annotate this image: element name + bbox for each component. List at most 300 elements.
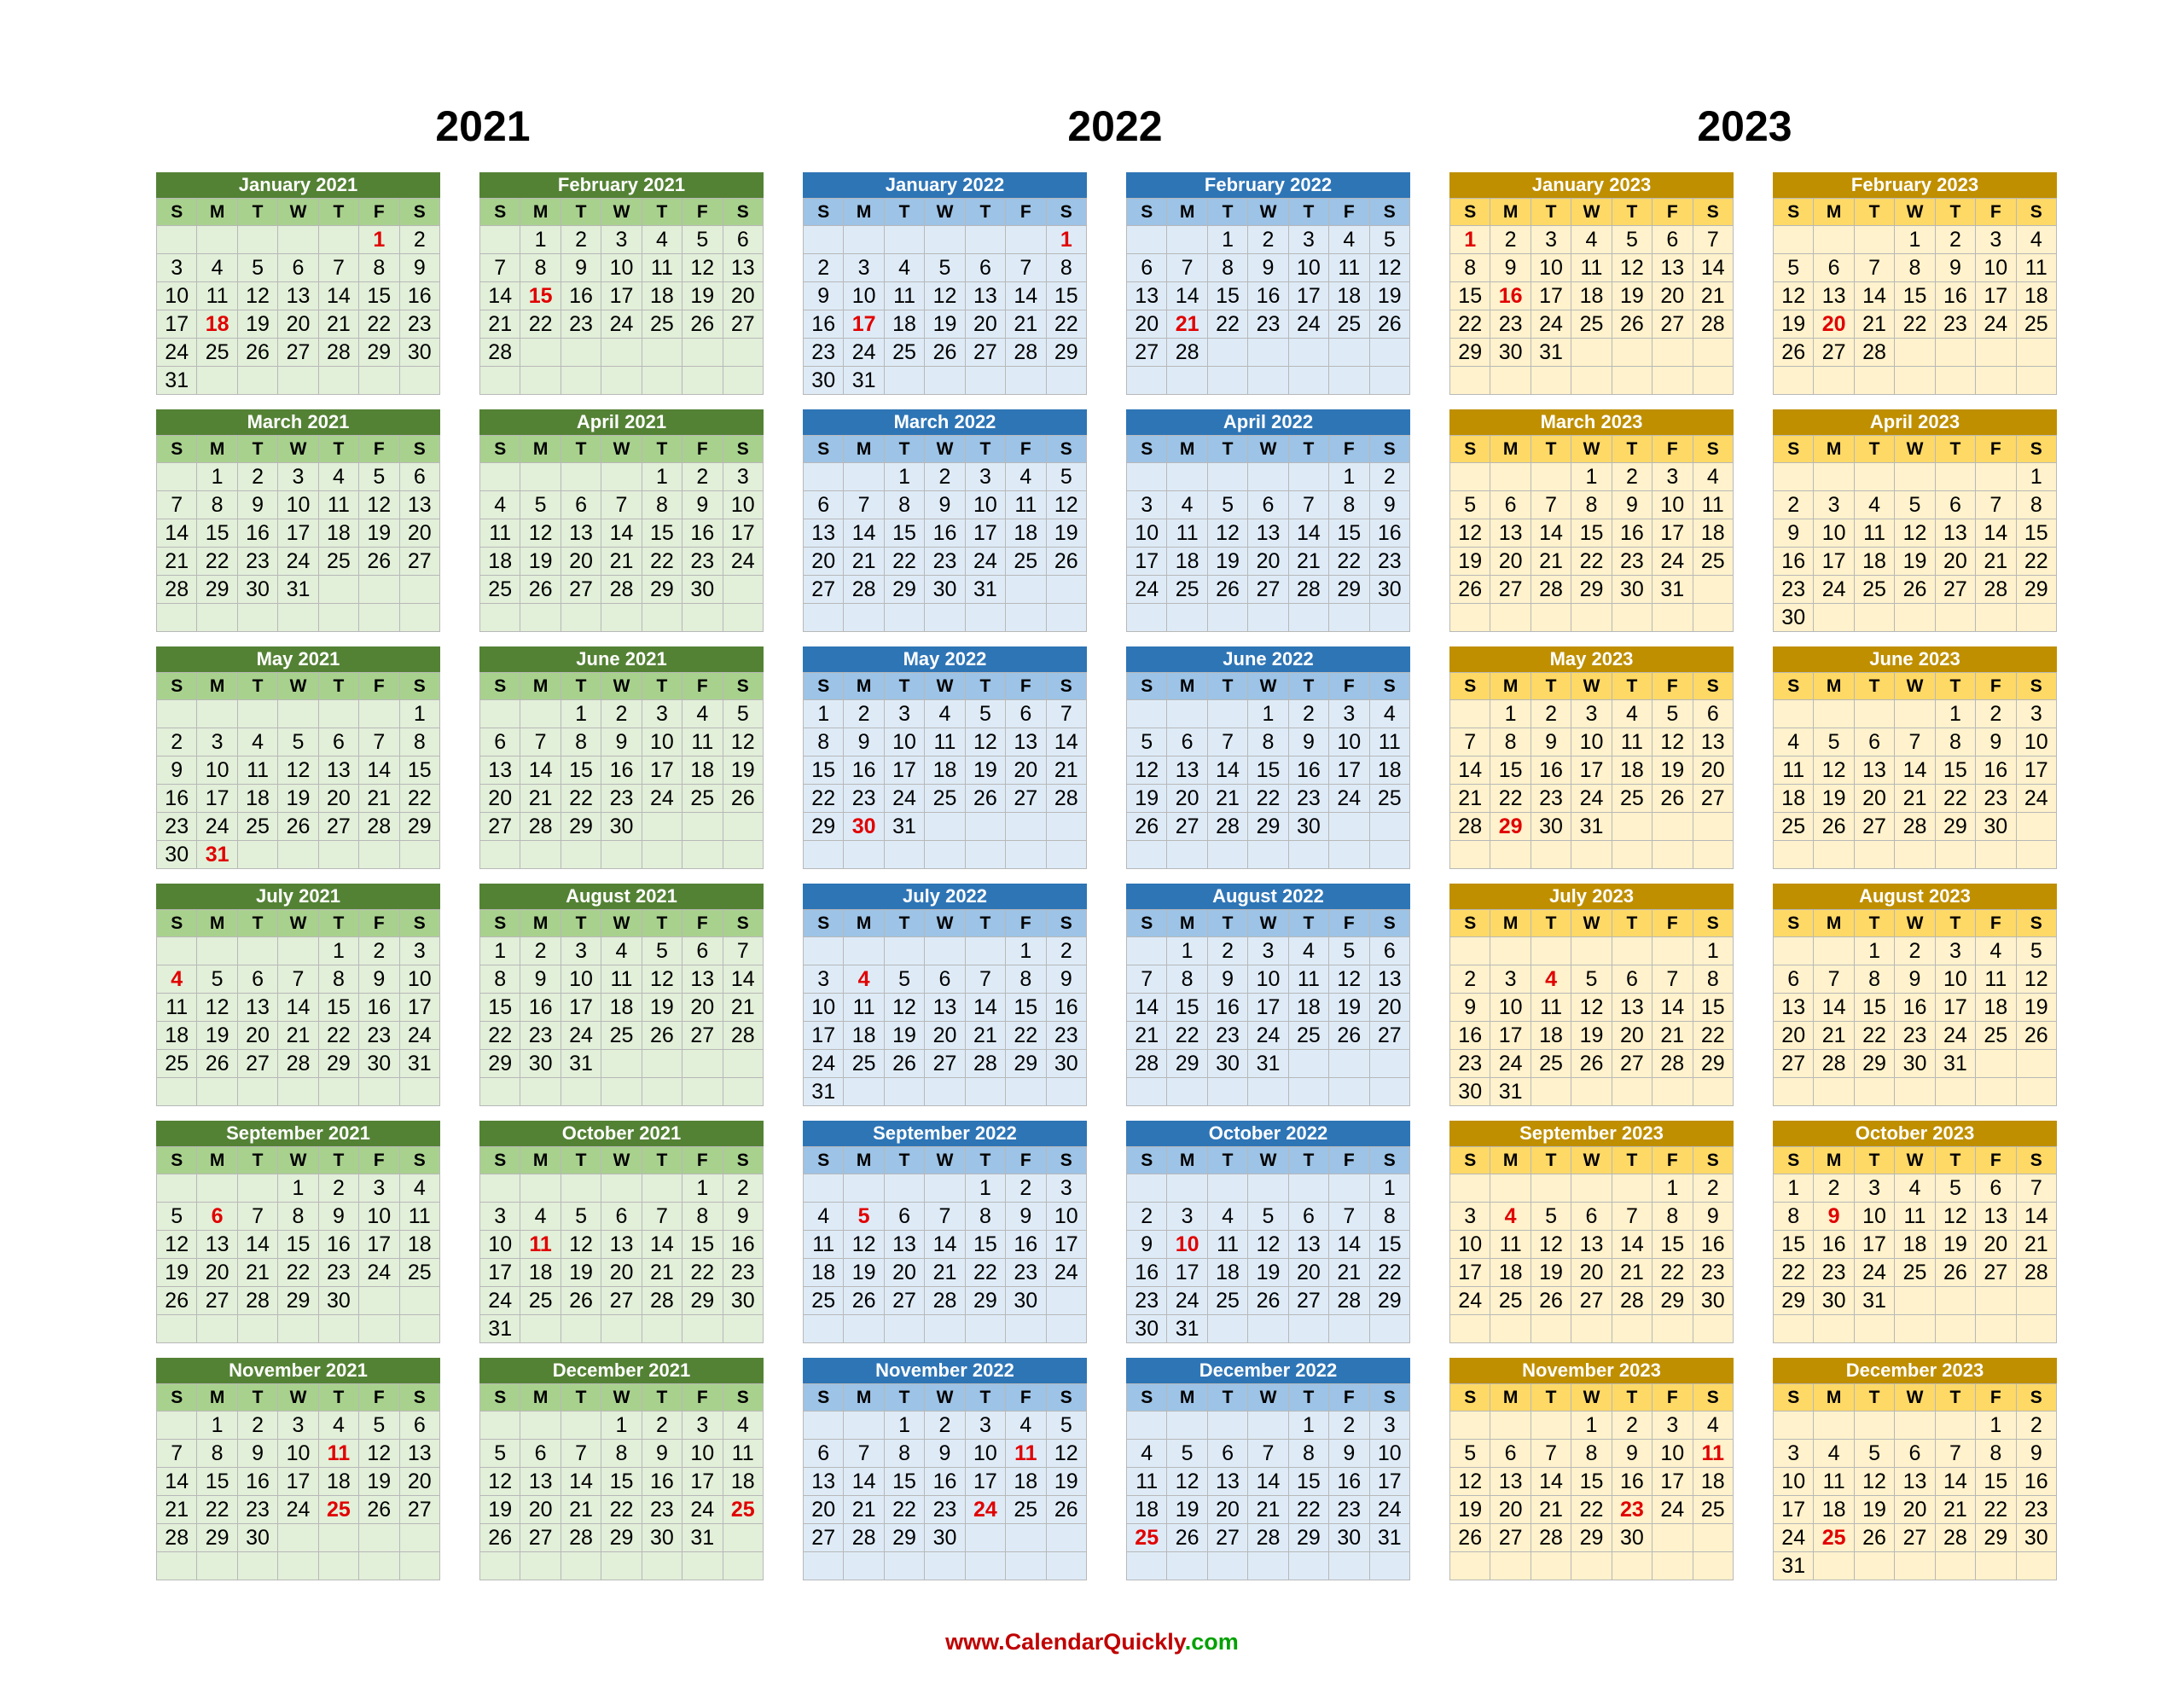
- day-cell[interactable]: 21: [1854, 310, 1894, 339]
- day-cell[interactable]: 15: [1329, 519, 1369, 548]
- day-cell[interactable]: 7: [1329, 1203, 1369, 1231]
- day-cell[interactable]: 21: [642, 1259, 682, 1287]
- day-cell[interactable]: 8: [642, 491, 682, 519]
- day-cell[interactable]: 27: [1207, 1524, 1247, 1552]
- day-cell[interactable]: 13: [1207, 1468, 1247, 1496]
- day-cell[interactable]: 28: [844, 576, 884, 604]
- day-cell[interactable]: 1: [1490, 700, 1531, 728]
- day-cell[interactable]: 29: [1288, 1524, 1328, 1552]
- day-cell[interactable]: 16: [723, 1231, 763, 1259]
- day-cell[interactable]: 2: [1612, 1412, 1652, 1440]
- day-cell[interactable]: 29: [561, 813, 601, 841]
- day-cell[interactable]: 10: [1653, 1440, 1693, 1468]
- day-cell[interactable]: 16: [1450, 1022, 1490, 1050]
- day-cell[interactable]: 8: [278, 1203, 318, 1231]
- day-cell[interactable]: 25: [2016, 310, 2056, 339]
- day-cell[interactable]: 7: [601, 491, 642, 519]
- day-cell[interactable]: 23: [601, 785, 642, 813]
- day-cell[interactable]: 3: [804, 965, 844, 994]
- day-cell[interactable]: 27: [1653, 310, 1693, 339]
- day-cell[interactable]: 25: [1774, 813, 1814, 841]
- day-cell[interactable]: 29: [682, 1287, 723, 1315]
- day-cell[interactable]: 14: [1653, 994, 1693, 1022]
- day-cell[interactable]: 2: [723, 1174, 763, 1203]
- day-cell[interactable]: 1: [520, 226, 561, 254]
- day-cell[interactable]: 14: [642, 1231, 682, 1259]
- day-cell[interactable]: 24: [1854, 1259, 1894, 1287]
- day-cell[interactable]: 25: [237, 813, 277, 841]
- day-cell[interactable]: 18: [925, 757, 965, 785]
- day-cell[interactable]: 24: [1531, 310, 1571, 339]
- day-cell[interactable]: 6: [804, 1440, 844, 1468]
- day-cell[interactable]: 12: [520, 519, 561, 548]
- day-cell[interactable]: 7: [844, 1440, 884, 1468]
- day-cell[interactable]: 1: [1774, 1174, 1814, 1203]
- day-cell[interactable]: 20: [723, 282, 763, 310]
- day-cell[interactable]: 21: [1450, 785, 1490, 813]
- day-cell[interactable]: 22: [1329, 548, 1369, 576]
- day-cell[interactable]: 2: [1814, 1174, 1854, 1203]
- day-cell[interactable]: 21: [1329, 1259, 1369, 1287]
- day-cell[interactable]: 3: [723, 463, 763, 491]
- day-cell[interactable]: 21: [318, 310, 358, 339]
- holiday-day-cell[interactable]: 21: [1167, 310, 1207, 339]
- day-cell[interactable]: 12: [1046, 1440, 1086, 1468]
- day-cell[interactable]: 28: [1895, 813, 1935, 841]
- day-cell[interactable]: 21: [1531, 1496, 1571, 1524]
- day-cell[interactable]: 4: [723, 1412, 763, 1440]
- day-cell[interactable]: 20: [1935, 548, 1975, 576]
- day-cell[interactable]: 19: [1167, 1496, 1207, 1524]
- day-cell[interactable]: 23: [237, 1496, 277, 1524]
- day-cell[interactable]: 11: [925, 728, 965, 757]
- day-cell[interactable]: 4: [1976, 937, 2016, 965]
- day-cell[interactable]: 29: [1571, 1524, 1612, 1552]
- day-cell[interactable]: 13: [1006, 728, 1046, 757]
- day-cell[interactable]: 14: [520, 757, 561, 785]
- day-cell[interactable]: 7: [1693, 226, 1733, 254]
- day-cell[interactable]: 11: [1531, 994, 1571, 1022]
- day-cell[interactable]: 14: [1127, 994, 1167, 1022]
- day-cell[interactable]: 8: [804, 728, 844, 757]
- day-cell[interactable]: 27: [237, 1050, 277, 1078]
- day-cell[interactable]: 3: [1490, 965, 1531, 994]
- day-cell[interactable]: 26: [925, 339, 965, 367]
- day-cell[interactable]: 8: [359, 254, 399, 282]
- day-cell[interactable]: 9: [1531, 728, 1571, 757]
- day-cell[interactable]: 31: [157, 367, 197, 395]
- day-cell[interactable]: 8: [2016, 491, 2056, 519]
- day-cell[interactable]: 1: [642, 463, 682, 491]
- day-cell[interactable]: 13: [237, 994, 277, 1022]
- day-cell[interactable]: 31: [1774, 1552, 1814, 1580]
- holiday-day-cell[interactable]: 6: [197, 1203, 237, 1231]
- day-cell[interactable]: 2: [561, 226, 601, 254]
- day-cell[interactable]: 11: [1895, 1203, 1935, 1231]
- day-cell[interactable]: 29: [1450, 339, 1490, 367]
- day-cell[interactable]: 2: [925, 1412, 965, 1440]
- day-cell[interactable]: 4: [1814, 1440, 1854, 1468]
- day-cell[interactable]: 10: [1490, 994, 1531, 1022]
- day-cell[interactable]: 26: [1046, 548, 1086, 576]
- day-cell[interactable]: 2: [1288, 700, 1328, 728]
- day-cell[interactable]: 3: [359, 1174, 399, 1203]
- day-cell[interactable]: 6: [1895, 1440, 1935, 1468]
- day-cell[interactable]: 5: [1046, 463, 1086, 491]
- day-cell[interactable]: 18: [237, 785, 277, 813]
- day-cell[interactable]: 12: [1450, 519, 1490, 548]
- day-cell[interactable]: 27: [1693, 785, 1733, 813]
- day-cell[interactable]: 27: [804, 576, 844, 604]
- day-cell[interactable]: 9: [1288, 728, 1328, 757]
- day-cell[interactable]: 10: [2016, 728, 2056, 757]
- day-cell[interactable]: 26: [157, 1287, 197, 1315]
- day-cell[interactable]: 7: [520, 728, 561, 757]
- day-cell[interactable]: 28: [844, 1524, 884, 1552]
- day-cell[interactable]: 26: [1774, 339, 1814, 367]
- day-cell[interactable]: 17: [1653, 519, 1693, 548]
- day-cell[interactable]: 17: [1288, 282, 1328, 310]
- day-cell[interactable]: 6: [318, 728, 358, 757]
- day-cell[interactable]: 13: [1490, 519, 1531, 548]
- day-cell[interactable]: 8: [480, 965, 520, 994]
- day-cell[interactable]: 28: [1006, 339, 1046, 367]
- day-cell[interactable]: 20: [278, 310, 318, 339]
- day-cell[interactable]: 24: [1329, 785, 1369, 813]
- day-cell[interactable]: 7: [157, 1440, 197, 1468]
- day-cell[interactable]: 4: [804, 1203, 844, 1231]
- holiday-day-cell[interactable]: 25: [723, 1496, 763, 1524]
- day-cell[interactable]: 13: [318, 757, 358, 785]
- day-cell[interactable]: 26: [682, 310, 723, 339]
- day-cell[interactable]: 1: [1895, 226, 1935, 254]
- day-cell[interactable]: 12: [1450, 1468, 1490, 1496]
- day-cell[interactable]: 20: [1490, 548, 1531, 576]
- day-cell[interactable]: 19: [1612, 282, 1652, 310]
- day-cell[interactable]: 29: [1046, 339, 1086, 367]
- day-cell[interactable]: 7: [1814, 965, 1854, 994]
- day-cell[interactable]: 6: [1814, 254, 1854, 282]
- day-cell[interactable]: 23: [804, 339, 844, 367]
- day-cell[interactable]: 4: [1006, 463, 1046, 491]
- day-cell[interactable]: 4: [1571, 226, 1612, 254]
- day-cell[interactable]: 8: [520, 254, 561, 282]
- day-cell[interactable]: 2: [642, 1412, 682, 1440]
- day-cell[interactable]: 21: [561, 1496, 601, 1524]
- day-cell[interactable]: 10: [804, 994, 844, 1022]
- day-cell[interactable]: 15: [884, 1468, 924, 1496]
- day-cell[interactable]: 31: [1653, 576, 1693, 604]
- day-cell[interactable]: 14: [1612, 1231, 1652, 1259]
- day-cell[interactable]: 21: [157, 1496, 197, 1524]
- day-cell[interactable]: 7: [1531, 1440, 1571, 1468]
- day-cell[interactable]: 29: [197, 576, 237, 604]
- day-cell[interactable]: 6: [520, 1440, 561, 1468]
- day-cell[interactable]: 24: [197, 813, 237, 841]
- day-cell[interactable]: 25: [601, 1022, 642, 1050]
- day-cell[interactable]: 1: [399, 700, 439, 728]
- day-cell[interactable]: 21: [278, 1022, 318, 1050]
- day-cell[interactable]: 16: [1369, 519, 1409, 548]
- day-cell[interactable]: 12: [723, 728, 763, 757]
- day-cell[interactable]: 10: [965, 491, 1005, 519]
- day-cell[interactable]: 17: [1814, 548, 1854, 576]
- day-cell[interactable]: 16: [1046, 994, 1086, 1022]
- day-cell[interactable]: 1: [1167, 937, 1207, 965]
- day-cell[interactable]: 18: [1329, 282, 1369, 310]
- day-cell[interactable]: 15: [197, 1468, 237, 1496]
- day-cell[interactable]: 4: [925, 700, 965, 728]
- day-cell[interactable]: 21: [925, 1259, 965, 1287]
- day-cell[interactable]: 23: [318, 1259, 358, 1287]
- day-cell[interactable]: 25: [157, 1050, 197, 1078]
- day-cell[interactable]: 10: [1127, 519, 1167, 548]
- day-cell[interactable]: 29: [480, 1050, 520, 1078]
- day-cell[interactable]: 9: [642, 1440, 682, 1468]
- day-cell[interactable]: 15: [1854, 994, 1894, 1022]
- day-cell[interactable]: 27: [1006, 785, 1046, 813]
- day-cell[interactable]: 23: [359, 1022, 399, 1050]
- day-cell[interactable]: 24: [480, 1287, 520, 1315]
- day-cell[interactable]: 10: [884, 728, 924, 757]
- day-cell[interactable]: 26: [884, 1050, 924, 1078]
- day-cell[interactable]: 13: [1248, 519, 1288, 548]
- day-cell[interactable]: 30: [1531, 813, 1571, 841]
- day-cell[interactable]: 24: [1248, 1022, 1288, 1050]
- day-cell[interactable]: 31: [1935, 1050, 1975, 1078]
- day-cell[interactable]: 25: [804, 1287, 844, 1315]
- day-cell[interactable]: 8: [1248, 728, 1288, 757]
- holiday-day-cell[interactable]: 18: [197, 310, 237, 339]
- day-cell[interactable]: 16: [359, 994, 399, 1022]
- day-cell[interactable]: 2: [1612, 463, 1652, 491]
- day-cell[interactable]: 25: [1288, 1022, 1328, 1050]
- day-cell[interactable]: 25: [844, 1050, 884, 1078]
- day-cell[interactable]: 25: [682, 785, 723, 813]
- day-cell[interactable]: 29: [1935, 813, 1975, 841]
- day-cell[interactable]: 13: [480, 757, 520, 785]
- day-cell[interactable]: 5: [359, 1412, 399, 1440]
- day-cell[interactable]: 24: [804, 1050, 844, 1078]
- day-cell[interactable]: 5: [561, 1203, 601, 1231]
- day-cell[interactable]: 23: [723, 1259, 763, 1287]
- day-cell[interactable]: 11: [1369, 728, 1409, 757]
- day-cell[interactable]: 26: [237, 339, 277, 367]
- day-cell[interactable]: 6: [1006, 700, 1046, 728]
- day-cell[interactable]: 31: [884, 813, 924, 841]
- day-cell[interactable]: 11: [601, 965, 642, 994]
- day-cell[interactable]: 26: [965, 785, 1005, 813]
- day-cell[interactable]: 24: [642, 785, 682, 813]
- day-cell[interactable]: 17: [2016, 757, 2056, 785]
- day-cell[interactable]: 24: [157, 339, 197, 367]
- day-cell[interactable]: 3: [1653, 1412, 1693, 1440]
- day-cell[interactable]: 19: [1369, 282, 1409, 310]
- day-cell[interactable]: 10: [1450, 1231, 1490, 1259]
- day-cell[interactable]: 2: [1127, 1203, 1167, 1231]
- day-cell[interactable]: 8: [1895, 254, 1935, 282]
- day-cell[interactable]: 15: [1653, 1231, 1693, 1259]
- day-cell[interactable]: 16: [2016, 1468, 2056, 1496]
- day-cell[interactable]: 6: [804, 491, 844, 519]
- day-cell[interactable]: 2: [1329, 1412, 1369, 1440]
- day-cell[interactable]: 22: [2016, 548, 2056, 576]
- day-cell[interactable]: 5: [157, 1203, 197, 1231]
- day-cell[interactable]: 29: [1653, 1287, 1693, 1315]
- day-cell[interactable]: 27: [1490, 576, 1531, 604]
- day-cell[interactable]: 13: [561, 519, 601, 548]
- day-cell[interactable]: 6: [237, 965, 277, 994]
- day-cell[interactable]: 7: [1935, 1440, 1975, 1468]
- day-cell[interactable]: 23: [399, 310, 439, 339]
- day-cell[interactable]: 19: [965, 757, 1005, 785]
- day-cell[interactable]: 20: [925, 1022, 965, 1050]
- day-cell[interactable]: 11: [1693, 491, 1733, 519]
- day-cell[interactable]: 24: [884, 785, 924, 813]
- day-cell[interactable]: 28: [1207, 813, 1247, 841]
- day-cell[interactable]: 17: [480, 1259, 520, 1287]
- holiday-day-cell[interactable]: 29: [1490, 813, 1531, 841]
- day-cell[interactable]: 28: [318, 339, 358, 367]
- day-cell[interactable]: 25: [1571, 310, 1612, 339]
- day-cell[interactable]: 31: [844, 367, 884, 395]
- day-cell[interactable]: 15: [1167, 994, 1207, 1022]
- day-cell[interactable]: 3: [1248, 937, 1288, 965]
- day-cell[interactable]: 5: [1450, 491, 1490, 519]
- day-cell[interactable]: 11: [1490, 1231, 1531, 1259]
- day-cell[interactable]: 28: [2016, 1259, 2056, 1287]
- day-cell[interactable]: 8: [1329, 491, 1369, 519]
- day-cell[interactable]: 16: [844, 757, 884, 785]
- day-cell[interactable]: 2: [359, 937, 399, 965]
- day-cell[interactable]: 5: [1814, 728, 1854, 757]
- day-cell[interactable]: 3: [197, 728, 237, 757]
- day-cell[interactable]: 15: [359, 282, 399, 310]
- day-cell[interactable]: 14: [1329, 1231, 1369, 1259]
- holiday-day-cell[interactable]: 10: [1167, 1231, 1207, 1259]
- day-cell[interactable]: 18: [1571, 282, 1612, 310]
- day-cell[interactable]: 5: [884, 965, 924, 994]
- day-cell[interactable]: 2: [844, 700, 884, 728]
- day-cell[interactable]: 12: [1854, 1468, 1894, 1496]
- day-cell[interactable]: 15: [197, 519, 237, 548]
- day-cell[interactable]: 23: [1935, 310, 1975, 339]
- day-cell[interactable]: 4: [682, 700, 723, 728]
- day-cell[interactable]: 16: [1531, 757, 1571, 785]
- day-cell[interactable]: 28: [642, 1287, 682, 1315]
- day-cell[interactable]: 5: [1207, 491, 1247, 519]
- day-cell[interactable]: 15: [1774, 1231, 1814, 1259]
- day-cell[interactable]: 23: [237, 548, 277, 576]
- day-cell[interactable]: 5: [1571, 965, 1612, 994]
- day-cell[interactable]: 5: [480, 1440, 520, 1468]
- day-cell[interactable]: 14: [1976, 519, 2016, 548]
- day-cell[interactable]: 14: [1895, 757, 1935, 785]
- day-cell[interactable]: 19: [723, 757, 763, 785]
- day-cell[interactable]: 27: [723, 310, 763, 339]
- day-cell[interactable]: 19: [844, 1259, 884, 1287]
- day-cell[interactable]: 18: [601, 994, 642, 1022]
- day-cell[interactable]: 7: [1612, 1203, 1652, 1231]
- day-cell[interactable]: 29: [318, 1050, 358, 1078]
- day-cell[interactable]: 3: [1369, 1412, 1409, 1440]
- day-cell[interactable]: 24: [278, 548, 318, 576]
- day-cell[interactable]: 9: [359, 965, 399, 994]
- day-cell[interactable]: 12: [278, 757, 318, 785]
- day-cell[interactable]: 1: [1288, 1412, 1328, 1440]
- day-cell[interactable]: 13: [1693, 728, 1733, 757]
- day-cell[interactable]: 14: [480, 282, 520, 310]
- day-cell[interactable]: 26: [642, 1022, 682, 1050]
- day-cell[interactable]: 4: [237, 728, 277, 757]
- day-cell[interactable]: 10: [561, 965, 601, 994]
- day-cell[interactable]: 25: [884, 339, 924, 367]
- day-cell[interactable]: 3: [965, 463, 1005, 491]
- day-cell[interactable]: 28: [1976, 576, 2016, 604]
- day-cell[interactable]: 6: [399, 463, 439, 491]
- day-cell[interactable]: 23: [157, 813, 197, 841]
- day-cell[interactable]: 10: [278, 491, 318, 519]
- day-cell[interactable]: 24: [1369, 1496, 1409, 1524]
- day-cell[interactable]: 20: [1854, 785, 1894, 813]
- day-cell[interactable]: 24: [561, 1022, 601, 1050]
- day-cell[interactable]: 1: [1571, 1412, 1612, 1440]
- day-cell[interactable]: 29: [642, 576, 682, 604]
- day-cell[interactable]: 17: [965, 1468, 1005, 1496]
- day-cell[interactable]: 11: [1329, 254, 1369, 282]
- day-cell[interactable]: 28: [520, 813, 561, 841]
- day-cell[interactable]: 22: [1207, 310, 1247, 339]
- day-cell[interactable]: 28: [157, 576, 197, 604]
- day-cell[interactable]: 16: [1288, 757, 1328, 785]
- day-cell[interactable]: 19: [1935, 1231, 1975, 1259]
- day-cell[interactable]: 3: [1653, 463, 1693, 491]
- day-cell[interactable]: 16: [157, 785, 197, 813]
- day-cell[interactable]: 11: [723, 1440, 763, 1468]
- day-cell[interactable]: 16: [1127, 1259, 1167, 1287]
- day-cell[interactable]: 16: [1248, 282, 1288, 310]
- day-cell[interactable]: 28: [1288, 576, 1328, 604]
- day-cell[interactable]: 2: [1774, 491, 1814, 519]
- day-cell[interactable]: 22: [561, 785, 601, 813]
- day-cell[interactable]: 3: [1450, 1203, 1490, 1231]
- day-cell[interactable]: 12: [844, 1231, 884, 1259]
- day-cell[interactable]: 19: [1046, 519, 1086, 548]
- day-cell[interactable]: 6: [1571, 1203, 1612, 1231]
- day-cell[interactable]: 24: [1814, 576, 1854, 604]
- day-cell[interactable]: 16: [399, 282, 439, 310]
- holiday-day-cell[interactable]: 30: [844, 813, 884, 841]
- day-cell[interactable]: 21: [1127, 1022, 1167, 1050]
- day-cell[interactable]: 23: [1774, 576, 1814, 604]
- day-cell[interactable]: 15: [1895, 282, 1935, 310]
- day-cell[interactable]: 14: [1935, 1468, 1975, 1496]
- day-cell[interactable]: 26: [1369, 310, 1409, 339]
- day-cell[interactable]: 25: [1207, 1287, 1247, 1315]
- day-cell[interactable]: 13: [1935, 519, 1975, 548]
- day-cell[interactable]: 12: [561, 1231, 601, 1259]
- day-cell[interactable]: 6: [925, 965, 965, 994]
- day-cell[interactable]: 27: [1127, 339, 1167, 367]
- day-cell[interactable]: 23: [1207, 1022, 1247, 1050]
- day-cell[interactable]: 17: [1127, 548, 1167, 576]
- day-cell[interactable]: 9: [561, 254, 601, 282]
- day-cell[interactable]: 23: [1490, 310, 1531, 339]
- day-cell[interactable]: 6: [1127, 254, 1167, 282]
- day-cell[interactable]: 15: [1935, 757, 1975, 785]
- day-cell[interactable]: 30: [1814, 1287, 1854, 1315]
- day-cell[interactable]: 19: [197, 1022, 237, 1050]
